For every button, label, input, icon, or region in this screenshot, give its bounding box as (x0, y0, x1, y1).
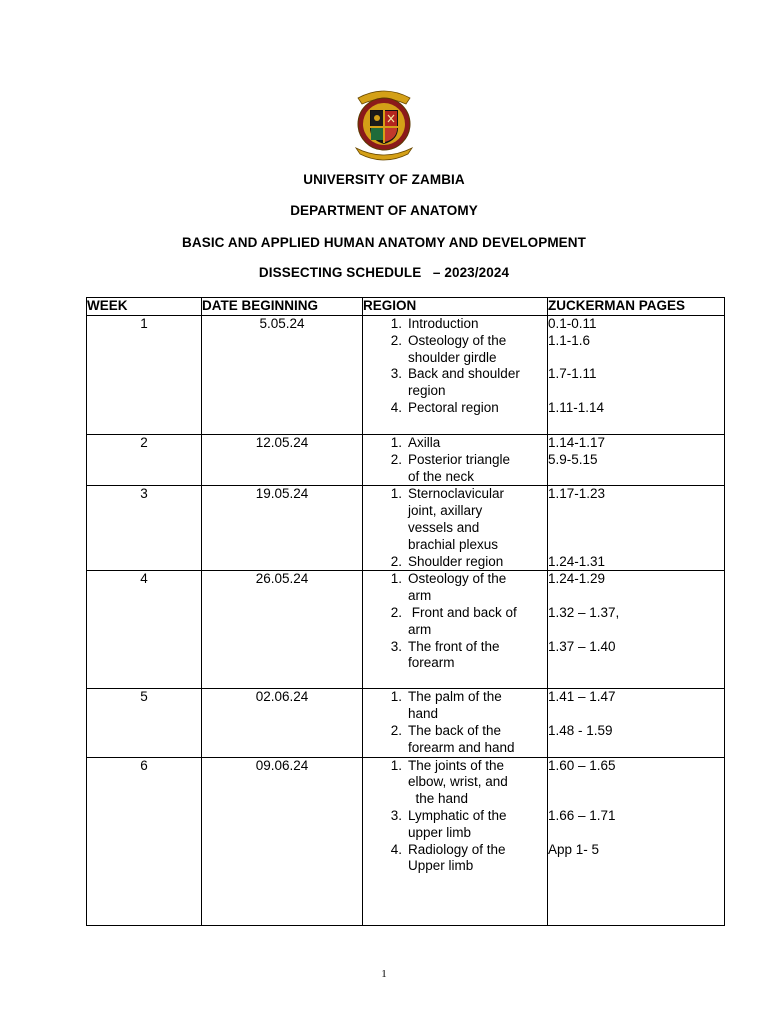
region-item-line (363, 774, 547, 791)
region-item-number: 1. (390, 689, 402, 705)
region-item-line (363, 571, 547, 588)
region-item-line (363, 503, 547, 520)
region-item-number (363, 706, 408, 723)
region-item-line (363, 588, 547, 605)
region-item-text: Lymphatic of the (408, 807, 507, 823)
region-item-number (363, 503, 408, 520)
schedule-title: DISSECTING SCHEDULE – 2023/2024 (258, 265, 510, 280)
region-item-number (363, 588, 408, 605)
region-cell (363, 486, 548, 571)
course-title: BASIC AND APPLIED HUMAN ANATOMY AND DEVELOPMENT (182, 235, 586, 250)
table-row (87, 689, 725, 757)
page-range: 1.24-1.29 (548, 571, 606, 587)
pages-cell (548, 435, 725, 486)
region-item-number: 3. (390, 807, 402, 823)
page-range: 1.1-1.6 (548, 332, 591, 348)
week-cell: 6 (87, 757, 202, 925)
region-item-number: 2. (390, 722, 402, 738)
region-item-line (363, 316, 547, 333)
region-item-text: region (408, 383, 446, 399)
region-item-text: Sternoclavicular (408, 486, 505, 502)
page-range: 1.60 – 1.65 (548, 757, 616, 773)
region-item-line (363, 791, 547, 808)
week-cell: 1 (87, 316, 202, 435)
region-item-line (363, 486, 547, 503)
page-range (548, 588, 724, 605)
region-item-text: Front and back of (408, 604, 517, 620)
region-item-number: 4. (390, 841, 402, 857)
region-item-line (363, 723, 547, 740)
region-cell (363, 316, 548, 435)
region-item-text: forearm (408, 655, 455, 671)
table-row (87, 435, 725, 486)
region-item-line (363, 758, 547, 775)
date-cell: 12.05.24 (202, 435, 363, 486)
region-item-number (363, 350, 408, 367)
region-item-number (363, 383, 408, 400)
date-cell: 19.05.24 (202, 486, 363, 571)
region-item-number (363, 622, 408, 639)
page-range: 1.32 – 1.37, (548, 604, 620, 620)
region-item-line (363, 740, 547, 757)
page-number: 1 (381, 968, 387, 980)
region-item-line (363, 350, 547, 367)
region-item-text: of the neck (408, 468, 475, 484)
region-item-line (363, 639, 547, 656)
region-item-text: brachial plexus (408, 536, 499, 552)
page-range (548, 622, 724, 639)
page-range: 1.14-1.17 (548, 435, 606, 450)
date-cell: 09.06.24 (202, 757, 363, 925)
table-row (87, 571, 725, 689)
region-item-number: 1. (390, 435, 402, 450)
page-range (548, 350, 724, 367)
region-item-text: upper limb (408, 824, 472, 840)
page-range: 1.41 – 1.47 (548, 689, 616, 705)
region-item-number (363, 774, 408, 791)
page-range: 1.37 – 1.40 (548, 638, 616, 654)
page-range: 1.11-1.14 (548, 399, 605, 415)
region-item-text: Posterior triangle (408, 451, 511, 467)
page-range: 0.1-0.11 (548, 316, 597, 331)
region-item-text: arm (408, 621, 432, 637)
region-item-number (363, 520, 408, 537)
date-cell: 5.05.24 (202, 316, 363, 435)
region-cell (363, 689, 548, 757)
page-range (548, 383, 724, 400)
pages-cell (548, 689, 725, 757)
page-range: 5.9-5.15 (548, 451, 598, 467)
region-item-number: 2. (390, 553, 402, 569)
region-item-line (363, 400, 547, 417)
region-item-line (363, 537, 547, 554)
region-item-number (363, 825, 408, 842)
week-cell: 2 (87, 435, 202, 486)
region-item-number (363, 537, 408, 554)
region-item-line (363, 842, 547, 859)
region-item-line (363, 435, 547, 452)
region-item-number: 2. (390, 604, 402, 620)
week-cell: 5 (87, 689, 202, 757)
department-title: DEPARTMENT OF ANATOMY (290, 203, 478, 218)
date-cell: 02.06.24 (202, 689, 363, 757)
page-range (548, 706, 724, 723)
page-range (548, 825, 724, 842)
column-header-date: DATE BEGINNING (202, 298, 363, 316)
region-item-text: forearm and hand (408, 739, 515, 755)
region-item-line (363, 333, 547, 350)
region-item-text: Back and shoulder (408, 366, 520, 382)
column-header-week: WEEK (87, 298, 202, 316)
table-row (87, 316, 725, 435)
page-range: App 1- 5 (548, 841, 600, 857)
week-cell: 3 (87, 486, 202, 571)
table-row (87, 486, 725, 571)
region-cell (363, 757, 548, 925)
region-item-number: 3. (390, 638, 402, 654)
region-item-number: 1. (390, 316, 402, 331)
region-item-number: 4. (390, 399, 402, 415)
region-item-line (363, 808, 547, 825)
region-item-text: vessels and (408, 519, 480, 535)
region-item-number: 1. (390, 486, 402, 502)
page-range: 1.17-1.23 (548, 486, 606, 502)
region-item-text: shoulder girdle (408, 349, 497, 365)
region-item-number (363, 655, 408, 672)
region-cell (363, 571, 548, 689)
column-header-region: REGION (363, 298, 548, 316)
region-item-text: Axilla (408, 435, 441, 450)
page-range: 1.7-1.11 (548, 366, 597, 382)
university-title: UNIVERSITY OF ZAMBIA (303, 172, 465, 187)
region-item-text: hand (408, 706, 439, 722)
pages-cell (548, 757, 725, 925)
region-item-text: elbow, wrist, and (408, 774, 508, 790)
pages-cell (548, 316, 725, 435)
region-item-line (363, 383, 547, 400)
region-item-line (363, 452, 547, 469)
region-item-text: Radiology of the (408, 841, 506, 857)
region-item-line (363, 622, 547, 639)
university-crest-icon (348, 86, 420, 162)
region-item-text: Shoulder region (408, 553, 504, 569)
region-item-text: Introduction (408, 316, 479, 331)
page-range (548, 537, 724, 554)
table-header-row (87, 298, 725, 316)
page-range (548, 520, 724, 537)
page-range (548, 503, 724, 520)
region-item-number: 1. (390, 757, 402, 773)
region-item-number: 1. (390, 571, 402, 587)
page-range (548, 791, 724, 808)
week-cell: 4 (87, 571, 202, 689)
region-item-text: Upper limb (408, 858, 474, 874)
region-item-text: The front of the (408, 638, 500, 654)
region-item-text: The joints of the (408, 757, 505, 773)
region-item-line (363, 706, 547, 723)
page-range: 1.24-1.31 (548, 553, 606, 569)
page-range: 1.48 - 1.59 (548, 722, 613, 738)
pages-cell (548, 571, 725, 689)
region-item-number: 2. (390, 332, 402, 348)
region-item-text: The palm of the (408, 689, 502, 705)
region-item-line (363, 520, 547, 537)
page-range: 1.66 – 1.71 (548, 807, 616, 823)
region-item-text: Pectoral region (408, 399, 499, 415)
region-item-number (363, 740, 408, 757)
region-item-text: The back of the (408, 722, 502, 738)
page-range (548, 774, 724, 791)
region-item-line (363, 469, 547, 486)
region-item-line (363, 605, 547, 622)
region-item-text: Osteology of the (408, 571, 507, 587)
region-item-line (363, 858, 547, 875)
pages-cell (548, 486, 725, 571)
dissecting-schedule-table (86, 297, 725, 926)
region-item-line (363, 689, 547, 706)
region-item-number: 3. (390, 366, 402, 382)
region-item-number (363, 791, 408, 808)
region-item-text: the hand (408, 791, 469, 807)
region-item-number (363, 858, 408, 875)
date-cell: 26.05.24 (202, 571, 363, 689)
region-item-text: joint, axillary (408, 503, 483, 519)
region-item-line (363, 825, 547, 842)
region-item-text: Osteology of the (408, 332, 507, 348)
table-row (87, 757, 725, 925)
region-item-number: 2. (390, 451, 402, 467)
region-item-number (363, 469, 408, 486)
column-header-pages: ZUCKERMAN PAGES (548, 298, 725, 316)
region-cell (363, 435, 548, 486)
region-item-line (363, 554, 547, 571)
region-item-text: arm (408, 588, 432, 604)
region-item-line (363, 655, 547, 672)
region-item-line (363, 366, 547, 383)
